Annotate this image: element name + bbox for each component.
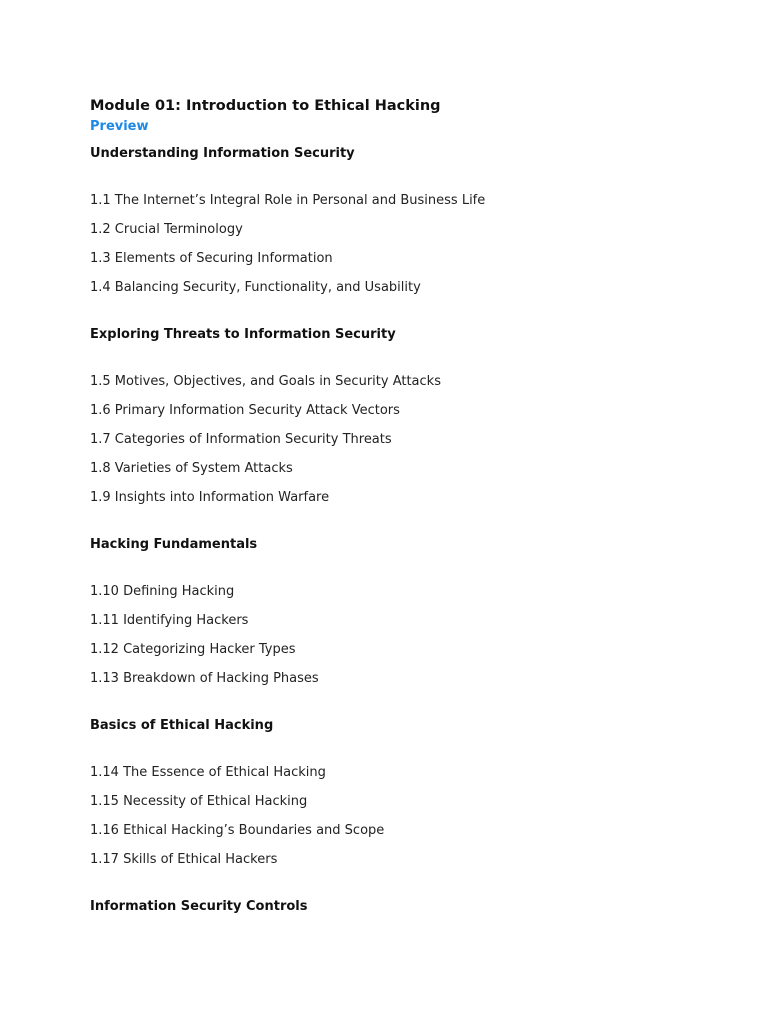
lesson-list xyxy=(90,764,730,869)
section xyxy=(90,145,730,297)
section-heading: Understanding Information Security xyxy=(90,146,355,161)
section-heading: Information Security Controls xyxy=(90,899,308,914)
lesson-item: 1.12 Categorizing Hacker Types xyxy=(90,642,296,657)
lesson-item: 1.16 Ethical Hacking’s Boundaries and Scope xyxy=(90,823,385,838)
section xyxy=(90,898,730,916)
lesson-item: 1.5 Motives, Objectives, and Goals in Security Attacks xyxy=(90,374,441,389)
lesson-item: 1.17 Skills of Ethical Hackers xyxy=(90,852,278,867)
module-title: Module 01: Introduction to Ethical Hacking xyxy=(90,98,441,114)
lesson-item: 1.10 Defining Hacking xyxy=(90,584,235,599)
section-heading: Basics of Ethical Hacking xyxy=(90,718,274,733)
lesson-item: 1.13 Breakdown of Hacking Phases xyxy=(90,671,319,686)
lesson-item: 1.4 Balancing Security, Functionality, and Usability xyxy=(90,280,421,295)
lesson-list xyxy=(90,192,730,297)
section-heading: Hacking Fundamentals xyxy=(90,537,258,552)
section xyxy=(90,326,730,507)
section xyxy=(90,717,730,869)
lesson-item: 1.1 The Internet’s Integral Role in Personal and Business Life xyxy=(90,193,486,208)
lesson-item: 1.11 Identifying Hackers xyxy=(90,613,249,628)
lesson-list xyxy=(90,583,730,688)
section-heading: Exploring Threats to Information Security xyxy=(90,327,396,342)
lesson-list xyxy=(90,373,730,507)
section xyxy=(90,536,730,688)
document-page xyxy=(90,97,730,916)
lesson-item: 1.9 Insights into Information Warfare xyxy=(90,490,330,505)
lesson-item: 1.8 Varieties of System Attacks xyxy=(90,461,293,476)
lesson-item: 1.2 Crucial Terminology xyxy=(90,222,243,237)
section-list xyxy=(90,145,730,916)
lesson-item: 1.3 Elements of Securing Information xyxy=(90,251,333,266)
lesson-item: 1.14 The Essence of Ethical Hacking xyxy=(90,765,326,780)
lesson-item: 1.15 Necessity of Ethical Hacking xyxy=(90,794,308,809)
preview-link[interactable]: Preview xyxy=(90,119,149,134)
lesson-item: 1.6 Primary Information Security Attack Vectors xyxy=(90,403,400,418)
lesson-item: 1.7 Categories of Information Security Threats xyxy=(90,432,392,447)
